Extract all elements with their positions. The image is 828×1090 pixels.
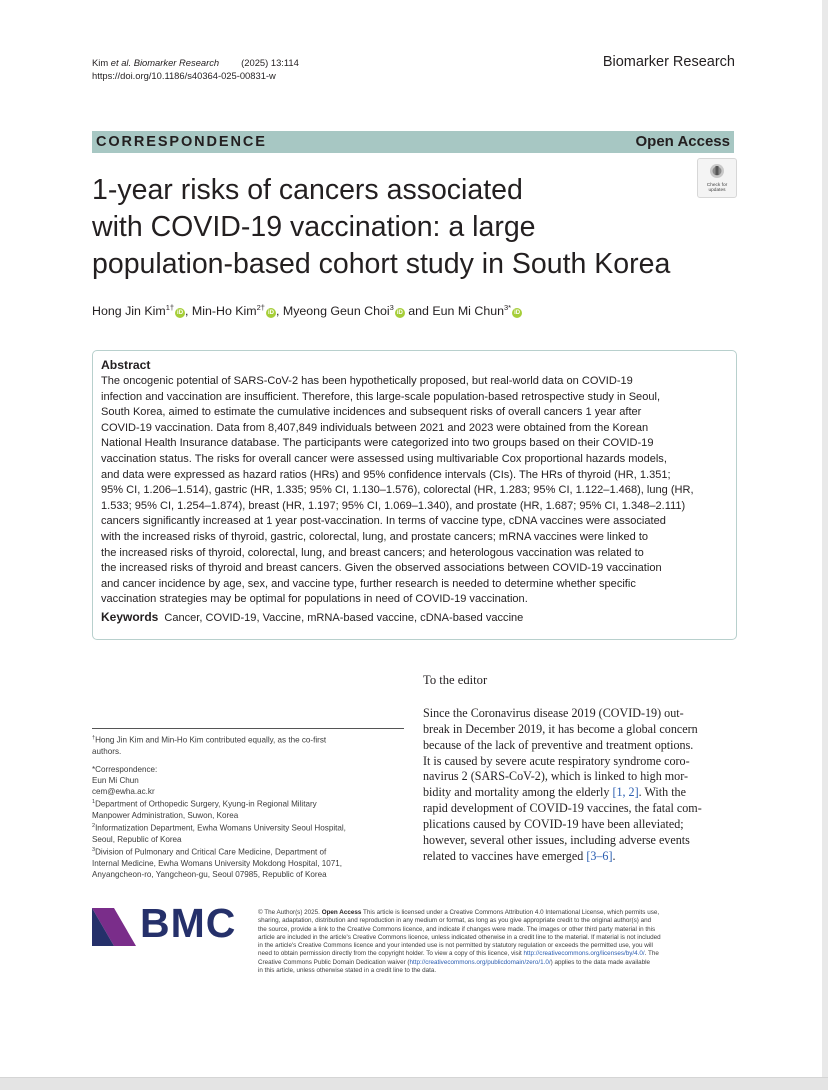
license-text: in the article's Creative Commons licence and your intended use is not permitted by statutory regulation or exceeds the permitted use, you will (258, 942, 653, 950)
bmc-logo-text: BMC (140, 900, 237, 946)
abstract-line: the increased risks of thyroid, colorectal, lung, and breast cancers; and heterologous vaccination was related to (101, 546, 644, 559)
body-paragraph (423, 706, 735, 864)
orcid-icon[interactable]: iD (514, 310, 521, 317)
body-line-text: bidity and mortality among the elderly (423, 785, 610, 800)
journal-name: Biomarker Research (602, 54, 735, 70)
affiliation-text: Internal Medicine, Ewha Womans University Mokdong Hospital, 1071, (92, 858, 342, 868)
page-bottom-edge (0, 1077, 828, 1090)
body-line-text: It is caused by severe acute respiratory syndrome coro- (423, 753, 690, 768)
affiliation-text: Anyangcheon-ro, Yangcheon-gu, Seoul 07985, Republic of Korea (92, 869, 327, 879)
body-line (423, 754, 735, 770)
orcid-icon[interactable]: iD (267, 310, 274, 317)
license-text: need to obtain permission directly from the copyright holder. To view a copy of this licence, visit (258, 950, 522, 958)
author-affiliation-mark: 3 (389, 303, 394, 312)
body-line (423, 817, 735, 833)
check-for-updates-badge[interactable] (697, 158, 737, 198)
body-line (423, 849, 735, 865)
title-line: population-based cohort study in South Korea (92, 248, 671, 280)
author-affiliation-mark: 3* (504, 303, 512, 312)
body-line (423, 738, 735, 754)
license-text: This article is licensed under a Creative Commons Attribution 4.0 International License, which permits use, (363, 909, 660, 916)
body-line-text: . With the (638, 785, 686, 800)
license-text: . The (644, 950, 659, 958)
license-statement (258, 909, 738, 975)
abstract-line: COVID-19 vaccination. Data from 8,407,849 individuals between 2021 and 2023 were obtained from the Korean (101, 421, 649, 434)
affiliation-text: Informatization Department, Ewha Womans University Seoul Hospital, (95, 823, 346, 833)
correspondence-note: *Correspondence: Eun Mi Chun cem@ewha.ac.kr $^1$Department of Orthopedic Surgery, Kyung-in Regional Military Manpower Administration, Suwon, Korea $^2$Informatization Department, Ewha Womans University Seoul Hospital, Seoul, Republic of Korea $^3$Division of Pulmonary and Critical Care Medicine, Department of Internal Medicine, Ewha Womans University Mokdong Hospital, 1071, Anyangcheon-ro, Yangcheon-gu, Seoul 07985, Republic of Korea (92, 764, 392, 880)
abstract-line: with the increased risks of thyroid, gastric, colorectal, lung, and prostate cancers; mRNA vaccines were linked to (101, 530, 649, 543)
license-text: © The Author(s) 2025. (258, 909, 320, 916)
body-line (423, 785, 735, 801)
abstract-line: and cancer incidence by age, sex, and vaccine type, further research is needed to determine whether specific (101, 577, 636, 590)
abstract-line: vaccination strategies may be optimal for populations in need of COVID-19 vaccination. (101, 593, 528, 606)
abstract-body (101, 374, 728, 608)
author-separator: , (185, 304, 192, 319)
license-text: sharing, adaptation, distribution and reproduction in any medium or format, as long as you give appropriate credit to the original author(s) and (258, 917, 652, 925)
body-line (423, 706, 735, 722)
title-line: 1-year risks of cancers associated (92, 174, 523, 206)
citation-link[interactable]: [1, 2] (612, 785, 639, 800)
author-separator: and (404, 304, 433, 319)
open-access-label: Open Access (635, 133, 730, 150)
body-line-text: . (612, 848, 616, 863)
abstract-line: infection and vaccination are insufficient. Therefore, this large-scale population-based retrospective study in Seoul, (101, 390, 661, 403)
author-list (92, 303, 522, 318)
license-link[interactable]: http://creativecommons.org/licenses/by/4.0/ (523, 950, 645, 958)
abstract-line: and data were expressed as hazard ratios (HRs) and 95% confidence intervals (CIs). The HRs of thyroid (HR, 1.351; (101, 468, 671, 481)
abstract-line: 95% CI, 1.206–1.514), gastric (HR, 1.335; 95% CI, 1.130–1.576), colorectal (HR, 1.283; 95% CI, 1.122–1.468), lung (HR, (101, 484, 694, 497)
body-line (423, 722, 735, 738)
header-journal: et al. Biomarker Research (110, 57, 220, 68)
correspondence-label: *Correspondence: (92, 765, 158, 774)
body-line (423, 801, 735, 817)
article-type-band (92, 131, 734, 153)
citation-header (92, 56, 299, 82)
author-affiliation-mark: 2† (256, 303, 265, 312)
keywords-list: Cancer, COVID-19, Vaccine, mRNA-based vaccine, cDNA-based vaccine (164, 611, 524, 624)
body-line (423, 769, 735, 785)
header-doi[interactable]: https://doi.org/10.1186/s40364-025-00831-w (92, 70, 276, 81)
author-affiliation-mark: 1† (165, 303, 175, 312)
salutation: To the editor (423, 673, 488, 687)
body-line-text: because of the lack of preventive and treatment options. (423, 737, 694, 752)
body-line-text: rapid development of COVID-19 vaccines, the fatal com- (423, 801, 702, 816)
check-updates-line1: Check for (706, 183, 728, 188)
license-text: the source, provide a link to the Creative Commons licence, and indicate if changes were made. The images or other third party material in this (258, 925, 656, 933)
affiliation-text: Department of Orthopedic Surgery, Kyung-in Regional Military (95, 799, 317, 809)
footnote-divider (92, 728, 404, 729)
body-line-text: Since the Coronavirus disease 2019 (COVID-19) out- (423, 706, 684, 720)
body-line-text: however, several other issues, including adverse events (423, 832, 690, 847)
orcid-icon[interactable]: iD (177, 310, 184, 317)
abstract-box (92, 350, 737, 640)
license-text: in this article, unless otherwise stated in a credit line to the data. (258, 967, 437, 975)
article-type: CORRESPONDENCE (96, 134, 267, 150)
author-name[interactable]: Eun Mi Chun (432, 304, 505, 319)
author-name[interactable]: Min-Ho Kim (191, 304, 257, 319)
author-name[interactable]: Myeong Geun Choi (282, 304, 390, 319)
body-line-text: plications caused by COVID-19 have been alleviated; (423, 816, 684, 831)
header-citation: (2025) 13:114 (241, 57, 299, 68)
body-line-text: break in December 2019, it has become a global concern (423, 721, 698, 736)
footnote-text: Hong Jin Kim and Min-Ho Kim contributed equally, as the co-first (95, 735, 327, 745)
orcid-icon[interactable]: iD (396, 310, 403, 317)
body-line-text: navirus 2 (SARS-CoV-2), which is linked to high mor- (423, 769, 689, 784)
affiliation-text: Division of Pulmonary and Critical Care Medicine, Department of (95, 847, 327, 857)
abstract-line: vaccination status. The risks for overall cancer were assessed using multivariable Cox proportional hazards models, (101, 452, 667, 465)
keywords-label: Keywords (101, 609, 159, 624)
public-domain-link[interactable]: http://creativecommons.org/publicdomain/zero/1.0/ (409, 958, 551, 966)
bmc-logo (92, 900, 242, 946)
abstract-line: cancers significantly increased at 1 year post-vaccination. In terms of vaccine type, cDNA vaccines were associated (101, 515, 666, 528)
citation-link[interactable]: [3–6] (586, 848, 613, 863)
abstract-heading: Abstract (101, 358, 151, 372)
correspondence-email[interactable]: cem@ewha.ac.kr (92, 787, 155, 797)
license-text: article are included in the article's Creative Commons licence, unless indicated otherwise in a credit line to the material. If material is not included (258, 933, 661, 941)
license-text: applies to the data made available (554, 958, 651, 966)
body-line (423, 833, 735, 849)
affiliation-text: Manpower Administration, Suwon, Korea (92, 811, 239, 821)
abstract-line: National Health Insurance database. The participants were categorized into two groups based on their COVID-19 (101, 437, 654, 450)
author-separator: , (275, 304, 283, 319)
check-updates-line2: updates (708, 188, 726, 194)
license-text: ) (550, 958, 553, 966)
header-author: Kim (92, 57, 109, 68)
check-updates-icon (709, 163, 725, 181)
abstract-line: South Korea, aimed to estimate the cumulative incidences and subsequent risks of overall cancers 1 year after (101, 406, 642, 419)
title-line: with COVID-19 vaccination: a large (92, 211, 536, 243)
page-right-edge (822, 0, 828, 1090)
abstract-line: 1.533; 95% CI, 1.254–1.874), breast (HR, 1.197; 95% CI, 1.069–1.340), and prostate (HR, 1.687; 95% CI, 1.348–2.111) (101, 499, 686, 512)
body-line-text: related to vaccines have emerged (423, 848, 584, 863)
co-first-author-note: †Hong Jin Kim and Min-Ho Kim contributed equally, as the co-first authors. (92, 733, 392, 757)
bmc-logo-mark-icon (92, 908, 136, 946)
license-text: Creative Commons Public Domain Dedication waiver ( (258, 958, 410, 966)
affiliation-text: Seoul, Republic of Korea (92, 834, 182, 844)
license-open-access: Open Access (321, 909, 362, 916)
abstract-line: The oncogenic potential of SARS-CoV-2 has been hypothetically proposed, but real-world data on COVID-19 (101, 375, 633, 387)
author-name[interactable]: Hong Jin Kim (92, 304, 166, 319)
abstract-line: the increased risks of thyroid and breast cancers. Given the observed associations between COVID-19 vaccination (101, 562, 662, 575)
article-title (92, 172, 692, 283)
keywords (101, 610, 728, 626)
footnote-text: authors. (92, 746, 122, 756)
correspondence-name: Eun Mi Chun (92, 776, 139, 786)
